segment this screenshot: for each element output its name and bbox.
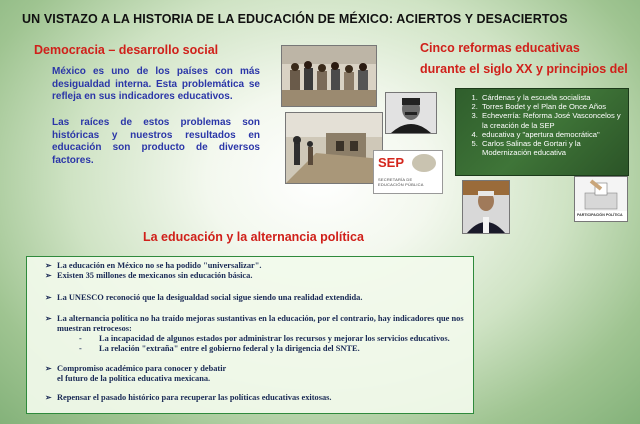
- arrow-bullet-icon: ➢: [45, 393, 52, 402]
- reform-item: 2. Torres Bodet y el Plan de Once Años: [480, 102, 628, 111]
- classroom-photo: [281, 45, 377, 107]
- cinco-reformas-heading-line2: durante el siglo XX y principios del: [420, 62, 628, 76]
- sub-bullet-2: La relación "extraña" entre el gobierno federal y la dirigencia del SNTE.: [99, 344, 360, 353]
- arrow-bullet-icon: ➢: [45, 314, 52, 323]
- reforms-list-panel: [455, 88, 629, 176]
- bullet-5-line1: Compromiso académico para conocer y debatir: [57, 364, 227, 373]
- arrow-bullet-icon: ➢: [45, 293, 52, 302]
- participacion-politica-image: [574, 176, 628, 222]
- bullet-2: Existen 35 millones de mexicanos sin educación básica.: [57, 271, 253, 280]
- reform-item: 4. educativa y "apertura democrática": [480, 130, 628, 139]
- arrow-bullet-icon: ➢: [45, 261, 52, 270]
- democracia-heading: Democracia – desarrollo social: [34, 43, 219, 57]
- democracia-paragraph-2: Las raíces de estos problemas son históricas y nuestros resultados en educación son producto de diversos factores.: [52, 117, 260, 166]
- reform-item: 5. Carlos Salinas de Gortari y la Modernización educativa: [480, 139, 628, 157]
- democracia-paragraph-1: México es uno de los países con más desigualdad interna. Esta problemática se refleja en sus indicadores educativos.: [52, 66, 260, 102]
- bullet-3: La UNESCO reconoció que la desigualdad social sigue siendo una realidad extendida.: [57, 293, 363, 302]
- page-title: UN VISTAZO A LA HISTORIA DE LA EDUCACIÓN DE MÉXICO: ACIERTOS Y DESACIERTOS: [22, 12, 568, 26]
- alternancia-heading: La educación y la alternancia política: [143, 230, 364, 244]
- sep-logo-line1: SECRETARÍA DE: [378, 177, 413, 182]
- sep-logo: [373, 150, 443, 194]
- eagle-seal-icon: [412, 154, 436, 172]
- sub-bullet-1: La incapacidad de algunos estados por administrar los recursos y mejorar los servicios educativos.: [99, 334, 450, 343]
- vote-caption: PARTICIPACIÓN POLÍTICA: [577, 213, 623, 217]
- bullet-6: Repensar el pasado histórico para recuperar las políticas educativas exitosas.: [57, 393, 332, 402]
- bullet-1: La educación en México no se ha podido "universalizar".: [57, 261, 262, 270]
- sep-logo-text: SEP: [378, 155, 405, 170]
- reform-item: 3. Echeverría: Reforma José Vasconcelos y la creación de la SEP: [480, 111, 628, 129]
- cinco-reformas-heading-line1: Cinco reformas educativas: [420, 41, 580, 55]
- dash-bullet: -: [79, 334, 82, 343]
- bullet-4-line2: muestran retrocesos:: [57, 324, 132, 333]
- dash-bullet: -: [79, 344, 82, 353]
- street-photo: [285, 112, 383, 184]
- portrait-photo-1: [385, 92, 437, 134]
- sep-logo-line2: EDUCACIÓN PÚBLICA: [378, 182, 424, 187]
- reform-item: 1. Cárdenas y la escuela socialista: [480, 93, 628, 102]
- reforms-list: [456, 93, 628, 157]
- bullet-4-line1: La alternancia política no ha traído mejoras sustantivas en la educación, por el contrario, hay indicadores que nos: [57, 314, 464, 323]
- arrow-bullet-icon: ➢: [45, 271, 52, 280]
- portrait-photo-2: [462, 180, 510, 234]
- alternancia-box: [26, 256, 474, 414]
- bullet-5-line2: el futuro de la política educativa mexicana.: [57, 374, 211, 383]
- arrow-bullet-icon: ➢: [45, 364, 52, 373]
